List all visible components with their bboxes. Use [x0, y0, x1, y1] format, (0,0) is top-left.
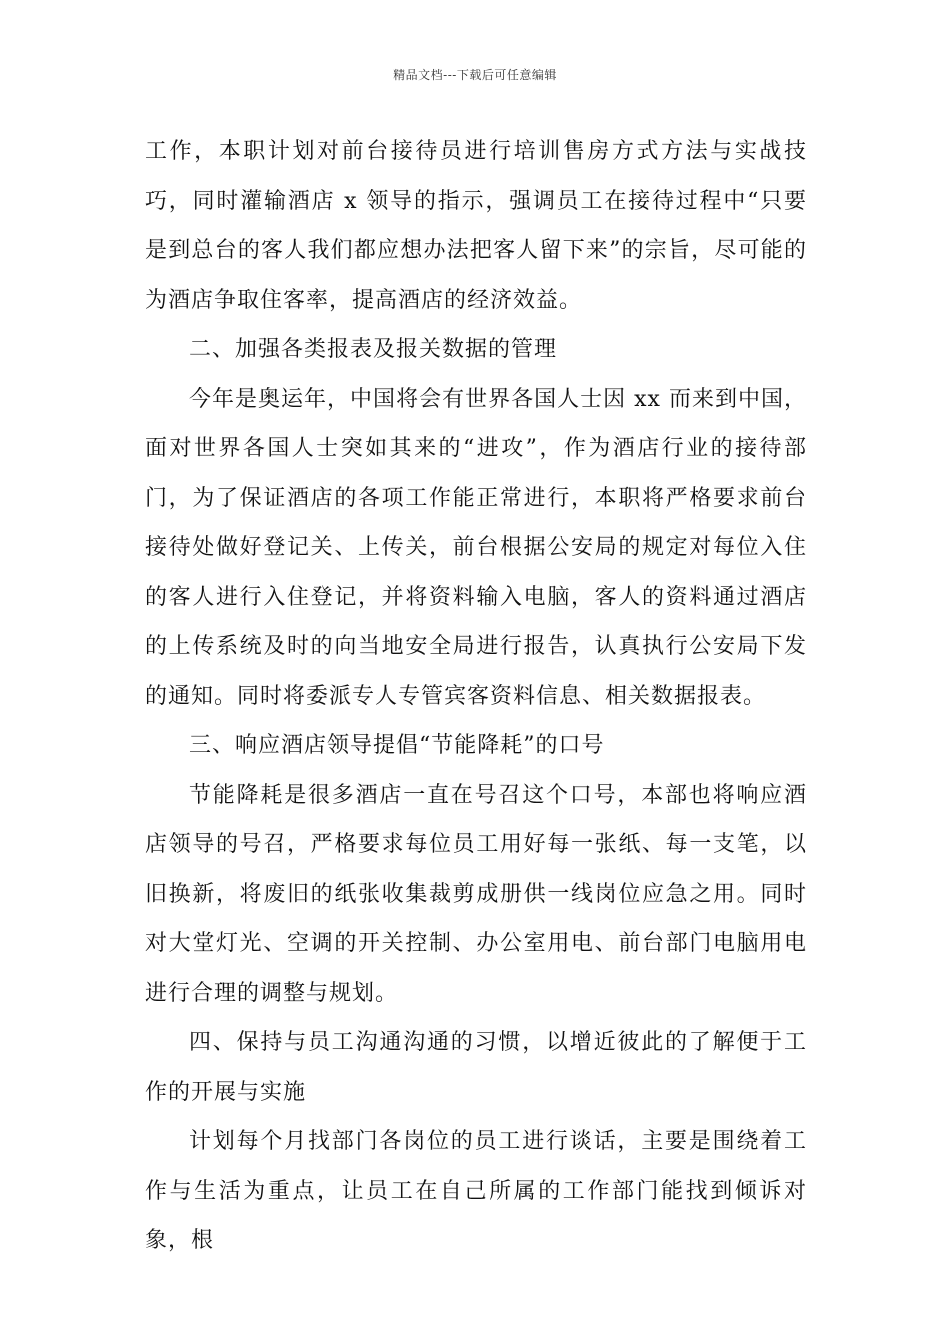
document-body	[145, 127, 807, 1266]
page-header: 精品文档---下载后可任意编辑	[393, 68, 557, 82]
section-heading-2: 二、加强各类报表及报关数据的管理	[189, 337, 558, 362]
paragraph: 今年是奥运年，中国将会有世界各国人士因 xx 而来到中国，面对世界各国人士突如其来的“进攻”，作为酒店行业的接待部门，为了保证酒店的各项工作能正常进行，本职将严格要求前台接待处做好登记关、上传关，前台根据公安局的规定对每位入住的客人进行入住登记，并将资料输入电脑，客人的资料通过酒店的上传系统及时的向当地安全局进行报告，认真执行公安局下发的通知。同时将委派专人专管宾客资料信息、相关数据报表。	[145, 386, 807, 709]
paragraph: 节能降耗是很多酒店一直在号召这个口号，本部也将响应酒店领导的号召，严格要求每位员工用好每一张纸、每一支笔，以旧换新，将废旧的纸张收集裁剪成册供一线岗位应急之用。同时对大堂灯光、空调的开关控制、办公室用电、前台部门电脑用电进行合理的调整与规划。	[145, 782, 807, 1006]
section-heading-3: 三、响应酒店领导提倡“节能降耗”的口号	[189, 733, 605, 758]
paragraph-continuation: 工作，本职计划对前台接待员进行培训售房方式方法与实战技巧，同时灌输酒店 x 领导的指示，强调员工在接待过程中“只要是到总台的客人我们都应想办法把客人留下来”的宗旨，尽可能的为酒店争取住客率，提高酒店的经济效益。	[145, 139, 807, 313]
section-heading-4: 四、保持与员工沟通沟通的习惯，以增近彼此的了解便于工作的开展与实施	[145, 1030, 807, 1105]
paragraph: 计划每个月找部门各岗位的员工进行谈话，主要是围绕着工作与生活为重点，让员工在自己所属的工作部门能找到倾诉对象，根	[145, 1129, 807, 1253]
